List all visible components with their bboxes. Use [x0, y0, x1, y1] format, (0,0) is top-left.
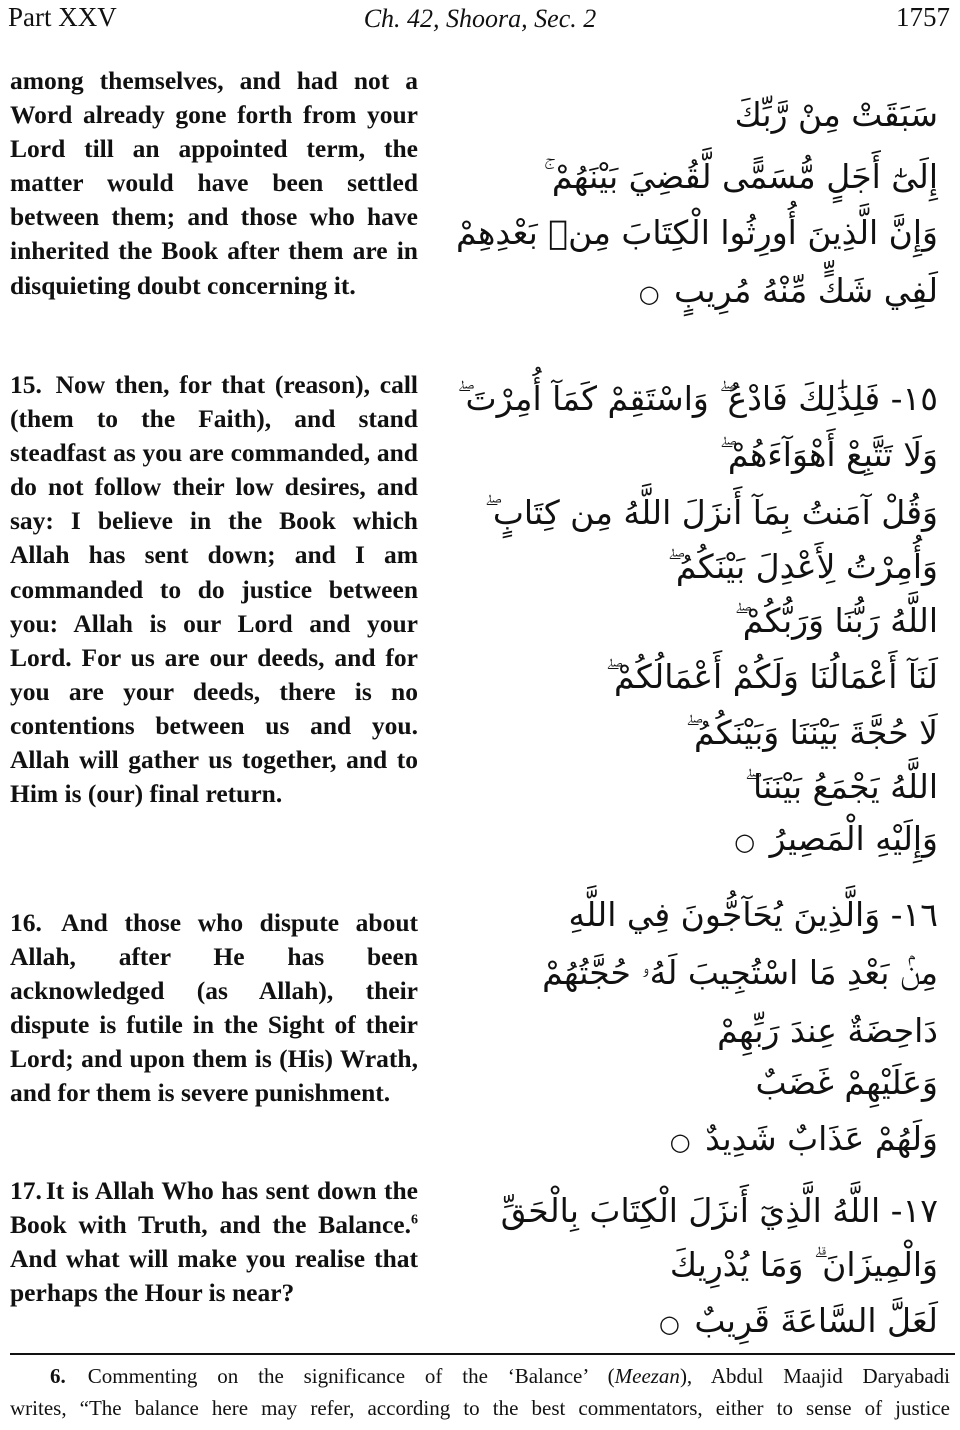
- arabic-line: وَقُلْ آمَنتُ بِمَآ أَنزَلَ اللَّهُ مِن كِتَابٍ ۖ: [484, 493, 938, 532]
- verse-text: Now then, for that (reason), call (them to the Faith), and stand steadfast as you are commanded, and do not follow their low desires, and say: I believe in the Book which Allah has sent down; and I am commanded to do justice between you: Allah is our Lord and your Lord. For us are our deeds, and for you are your deeds, there is no contentions between us and you. Allah will gather us together, and to Him is (our) final return.: [10, 370, 418, 809]
- footnote-number: 6.: [50, 1364, 66, 1388]
- verse-end-icon: ○: [669, 1128, 691, 1156]
- arabic-verse-17: [500, 1191, 938, 1344]
- arabic-line: وَإِنَّ الَّذِينَ أُورِثُوا الْكِتَابَ مِنۢ بَعْدِهِمْ: [456, 213, 938, 252]
- part-label: Part XXV: [8, 2, 117, 32]
- arabic-line: اللَّهُ يَجْمَعُ بَيْنَنَا ۖ: [744, 767, 938, 806]
- english-verse-17: [10, 1174, 418, 1310]
- arabic-line: لَا حُجَّةَ بَيْنَنَا وَبَيْنَكُمُ ۖ: [685, 713, 938, 752]
- arabic-line: سَبَقَتْ مِنْ رَّبِّكَ: [734, 95, 938, 134]
- arabic-line: [734, 819, 938, 858]
- verse-text: And those who dispute about Allah, after He has been acknowledged (as Allah), their dispute is futile in the Sight of their Lord; and upon them is (His) Wrath, and for them is severe punishment.: [10, 908, 419, 1108]
- footnote-line-2: writes, “The balance here may refer, according to the best commentators, either to sense of justice: [10, 1396, 950, 1420]
- chapter-title: Ch. 42, Shoora, Sec. 2: [363, 4, 597, 33]
- arabic-line: وَأُمِرْتُ لِأَعْدِلَ بَيْنَكُمُ ۖ: [667, 547, 938, 586]
- arabic-line: ١٥- فَلِذَٰلِكَ فَادْعُ ۖ وَاسْتَقِمْ كَمَآ أُمِرْتَ ۖ: [457, 379, 938, 418]
- arabic-line: [658, 1301, 938, 1340]
- arabic-verse-16: [518, 895, 938, 1158]
- arabic-line: مِنۢ بَعْدِ مَا اسْتُجِيبَ لَهُۥ حُجَّتُهُمْ: [542, 953, 938, 992]
- arabic-line: لَنَآ أَعْمَالُنَا وَلَكُمْ أَعْمَالُكُمْ ۖ: [605, 657, 938, 696]
- arabic-line-text: وَإِلَيْهِ الْمَصِيرُ: [769, 819, 938, 858]
- footnote-italic-term: Meezan: [614, 1364, 680, 1388]
- arabic-line: دَاحِضَةٌ عِندَ رَبِّهِمْ: [717, 1011, 938, 1050]
- footnote-divider: [10, 1353, 955, 1355]
- verse-number: 15.: [10, 370, 42, 399]
- verse-number: 17.: [10, 1176, 42, 1205]
- footnote-text-continued: ), Abdul Maajid Daryabadi: [679, 1364, 950, 1388]
- arabic-line: ١٦- وَالَّذِينَ يُحَآجُّونَ فِي اللَّهِ: [568, 895, 938, 934]
- arabic-verse-15: [457, 379, 938, 882]
- arabic-line-text: لَفِي شَكٍّ مِّنْهُ مُرِيبٍ: [674, 271, 938, 310]
- arabic-line-text: وَلَهُمْ عَذَابٌ شَدِيدٌ: [705, 1119, 938, 1158]
- verse-number: 16.: [10, 908, 42, 937]
- page-header: [0, 0, 960, 40]
- arabic-line: وَعَلَيْهِمْ غَضَبٌ: [755, 1063, 938, 1102]
- english-verse-16: [10, 906, 418, 1111]
- verse-end-icon: ○: [734, 828, 756, 856]
- footnote: [10, 1360, 950, 1424]
- arabic-line: ١٧- اللَّهُ الَّذِيٓ أَنزَلَ الْكِتَابَ بِالْحَقِّ: [500, 1191, 938, 1230]
- verse-text-continued: And what will make you realise that perhaps the Hour is near?: [10, 1244, 418, 1308]
- arabic-line: وَالْمِيزَانَ ۗ وَمَا يُدْرِيكَ: [669, 1245, 938, 1284]
- arabic-line: [669, 1119, 938, 1158]
- arabic-line: [638, 271, 938, 310]
- english-verse-15: [10, 368, 418, 811]
- arabic-line: إِلَىٰٓ أَجَلٍ مُّسَمًّى لَّقُضِيَ بَيْنَهُمْ ۚ: [543, 157, 938, 196]
- page-number: 1757: [896, 2, 950, 32]
- verse-text: It is Allah Who has sent down the Book with Truth, and the Balance.: [10, 1176, 418, 1240]
- english-lead-paragraph: among themselves, and had not a Word already gone forth from your Lord till an appointed term, the matter would have been settled between them; and those who have inherited the Book after them are in disquieting doubt concerning it.: [10, 66, 418, 300]
- verse-end-icon: ○: [638, 280, 660, 308]
- arabic-lead-block: [456, 95, 938, 318]
- footnote-text: Commenting on the significance of the ‘Balance’ (: [87, 1364, 615, 1388]
- footnote-reference[interactable]: 6: [411, 1212, 418, 1228]
- arabic-line: وَلَا تَتَّبِعْ أَهْوَآءَهُمْ ۖ: [719, 435, 938, 474]
- arabic-line-text: لَعَلَّ السَّاعَةَ قَرِيبٌ: [694, 1301, 938, 1340]
- arabic-line: اللَّهُ رَبُّنَا وَرَبُّكُمْ ۖ: [734, 601, 938, 640]
- verse-end-icon: ○: [658, 1310, 680, 1338]
